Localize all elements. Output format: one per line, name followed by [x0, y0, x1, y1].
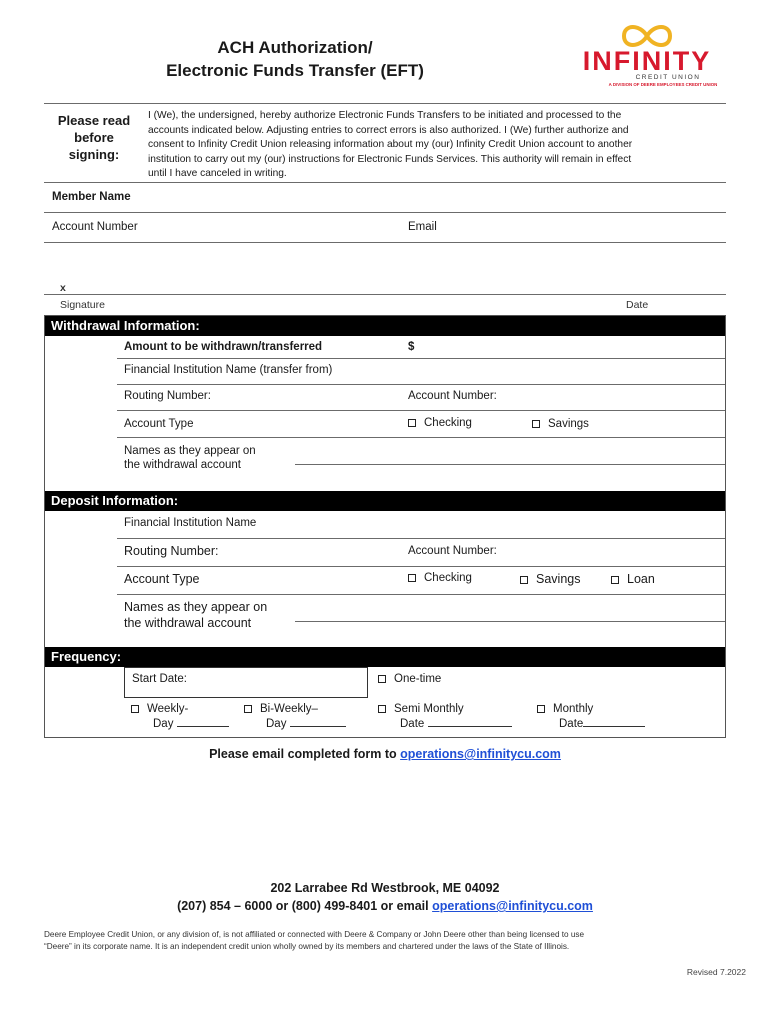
biweekly-day-field[interactable] — [290, 717, 346, 727]
title-line-1: ACH Authorization/ — [217, 38, 373, 57]
weekly-day-field[interactable] — [177, 717, 229, 727]
operations-email-link[interactable]: operations@infinitycu.com — [400, 747, 561, 761]
checking-label: Checking — [424, 572, 472, 584]
title-line-2: Electronic Funds Transfer (EFT) — [166, 61, 424, 80]
infinity-logo — [572, 22, 722, 92]
email-prompt-text: Please email completed form to — [209, 747, 397, 761]
signature-label: Signature — [60, 299, 105, 311]
consent-line: consent to Infinity Credit Union releasing information about my (our) Infinity Credit Union account to another — [148, 139, 633, 150]
start-date-label: Start Date: — [132, 673, 187, 685]
checkbox-icon[interactable] — [378, 675, 386, 683]
signature-line[interactable] — [44, 294, 726, 295]
deposit-loan-option[interactable] — [611, 572, 655, 586]
deposit-institution-label: Financial Institution Name — [124, 517, 257, 529]
deposit-savings-option[interactable] — [520, 572, 580, 586]
page-title — [100, 36, 490, 82]
savings-label: Savings — [548, 418, 589, 430]
logo-tagline: A DIVISION OF DEERE EMPLOYEES CREDIT UNION — [608, 82, 718, 87]
biweekly-day-label: Day — [266, 718, 287, 730]
address: 202 Larrabee Rd Westbrook, ME 04092 — [270, 881, 500, 895]
divider — [44, 103, 726, 104]
checkbox-icon[interactable] — [131, 705, 139, 713]
withdraw-savings-option[interactable] — [532, 418, 589, 430]
disclaimer-line: “Deere” in its corporate name. It is an independent credit union wholly owned by its members and chartered under the laws of the State of Illinois. — [44, 942, 570, 951]
checkbox-icon[interactable] — [537, 705, 545, 713]
deposit-names-label — [124, 600, 267, 631]
checkbox-icon[interactable] — [378, 705, 386, 713]
account-email-field[interactable] — [44, 242, 726, 243]
consent-text — [148, 109, 718, 182]
monthly-date-label: Date — [559, 718, 584, 730]
withdraw-names-label — [124, 444, 256, 472]
logo-wordmark: INFINITY — [582, 46, 712, 76]
consent-line: I (We), the undersigned, hereby authorize Electronic Funds Transfers to be initiated and processed to the — [148, 110, 622, 121]
divider — [44, 182, 726, 183]
logo-subtitle: CREDIT UNION — [635, 74, 701, 81]
consent-label-line: signing: — [68, 147, 120, 162]
signature-x-mark: x — [60, 282, 66, 294]
semi-monthly-label: Semi Monthly — [394, 703, 464, 715]
deposit-names-field[interactable] — [295, 621, 725, 622]
member-name-field[interactable] — [44, 212, 726, 213]
deposit-account-number-label: Account Number: — [408, 545, 497, 557]
monthly-label: Monthly — [553, 703, 594, 715]
withdraw-routing-field[interactable] — [117, 410, 725, 411]
consent-label-line: before — [74, 130, 114, 145]
contact-line — [0, 899, 770, 913]
deposit-checking-option[interactable] — [408, 572, 472, 584]
disclaimer-line: Deere Employee Credit Union, or any division of, is not affiliated or connected with Deere & Company or John Deere other than being licensed to use — [44, 930, 585, 939]
weekly-day-label: Day — [153, 718, 174, 730]
disclaimer — [44, 929, 734, 953]
email-label: Email — [408, 221, 437, 233]
deposit-routing-label: Routing Number: — [124, 544, 219, 558]
phone-numbers: (207) 854 – 6000 or (800) 499-8401 or email — [177, 899, 429, 913]
divider — [117, 437, 725, 438]
checkbox-icon[interactable] — [244, 705, 252, 713]
consent-label-line: Please read — [57, 113, 131, 128]
consent-line: accounts indicated below. Adjusting entries to correct errors is also authorized. I (We) further authorize and — [148, 124, 629, 136]
loan-label: Loan — [627, 572, 655, 586]
checkbox-icon[interactable] — [520, 576, 528, 584]
withdraw-names-field[interactable] — [295, 464, 725, 465]
withdraw-institution-field[interactable] — [117, 384, 725, 385]
checkbox-icon[interactable] — [408, 419, 416, 427]
withdraw-institution-label: Financial Institution Name (transfer from) — [124, 364, 333, 376]
checkbox-icon[interactable] — [408, 574, 416, 582]
names-line: the withdrawal account — [124, 459, 241, 471]
one-time-label: One-time — [394, 673, 442, 685]
divider — [117, 594, 725, 595]
monthly-date-field[interactable] — [583, 717, 645, 727]
checkbox-icon[interactable] — [532, 420, 540, 428]
savings-label: Savings — [536, 572, 581, 586]
amount-label: Amount to be withdrawn/transferred — [124, 341, 323, 353]
deposit-account-type-label: Account Type — [124, 572, 200, 586]
withdraw-account-number-label: Account Number: — [408, 390, 497, 402]
withdraw-checking-option[interactable] — [408, 417, 472, 429]
consent-line: institution to carry out my (our) instructions for Electronic Funds Services. This authority will remain in effect — [148, 153, 632, 165]
names-line: Names as they appear on — [124, 445, 256, 457]
semi-date-field[interactable] — [428, 717, 512, 727]
email-prompt — [0, 747, 770, 761]
semi-monthly-option[interactable] — [378, 702, 512, 732]
withdraw-account-type-label: Account Type — [124, 418, 194, 430]
withdraw-routing-label: Routing Number: — [124, 390, 211, 402]
biweekly-label: Bi-Weekly– — [260, 703, 318, 715]
weekly-label: Weekly- — [147, 703, 189, 715]
date-label: Date — [626, 299, 649, 311]
amount-field[interactable] — [117, 358, 725, 359]
one-time-option[interactable] — [378, 673, 441, 685]
names-line: the withdrawal account — [124, 615, 252, 630]
footer-email-link[interactable]: operations@infinitycu.com — [432, 899, 593, 913]
consent-label — [52, 112, 136, 163]
deposit-routing-field[interactable] — [117, 566, 725, 567]
names-line: Names as they appear on — [124, 600, 268, 614]
withdrawal-heading: Withdrawal Information: — [45, 316, 725, 336]
deposit-heading: Deposit Information: — [45, 491, 725, 511]
amount-symbol: $ — [408, 341, 415, 353]
revision-date: Revised 7.2022 — [686, 967, 746, 977]
checking-label: Checking — [424, 417, 472, 429]
infinity-symbol-icon — [572, 22, 722, 92]
weekly-option[interactable] — [131, 702, 229, 732]
semi-date-label: Date — [400, 718, 425, 730]
member-name-label: Member Name — [52, 191, 131, 203]
deposit-institution-field[interactable] — [117, 538, 725, 539]
checkbox-icon[interactable] — [611, 576, 619, 584]
account-number-label: Account Number — [52, 221, 138, 233]
frequency-heading: Frequency: — [45, 647, 725, 667]
consent-line: until I have canceled in writing. — [148, 168, 287, 179]
biweekly-option[interactable] — [244, 702, 346, 732]
monthly-option[interactable] — [537, 702, 645, 732]
